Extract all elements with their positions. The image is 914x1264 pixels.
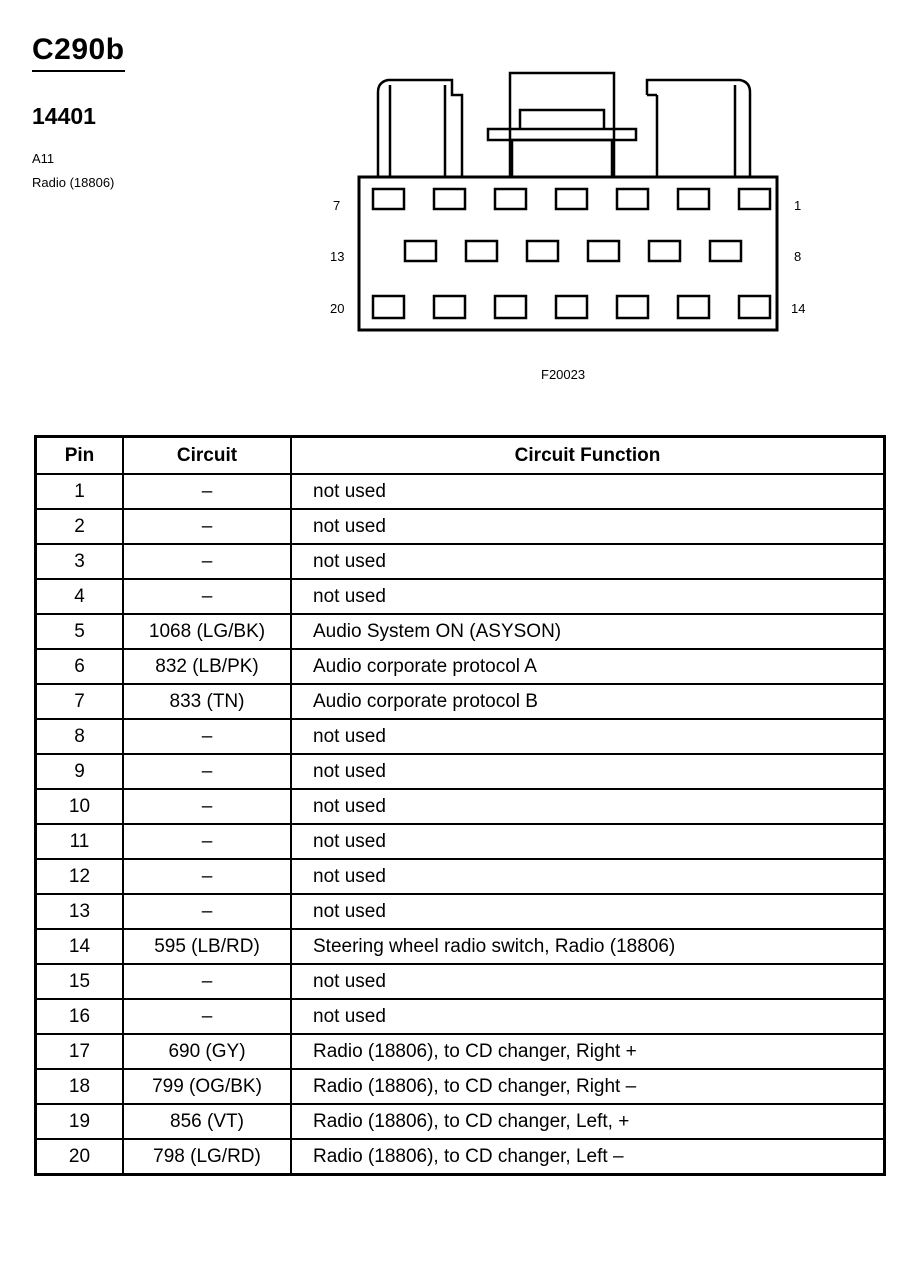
pin-label-row2-right: 8 [794,249,802,264]
circuit-cell: 799 (OG/BK) [123,1069,291,1104]
pin-cell: 3 [36,544,124,579]
function-cell: Radio (18806), to CD changer, Right – [291,1069,885,1104]
function-cell: not used [291,474,885,509]
table-row [36,894,885,929]
circuit-cell: 833 (TN) [123,684,291,719]
pin-cell: 13 [36,894,124,929]
table-row [36,1034,885,1069]
circuit-cell: – [123,789,291,824]
pin-table [34,435,886,1176]
component-name: Radio (18806) [32,175,115,190]
pin-cell: 5 [36,614,124,649]
table-row [36,1104,885,1139]
pin-cell: 8 [36,719,124,754]
connector-face-diagram [350,65,790,340]
pin-label-row3-right: 14 [791,301,806,316]
circuit-cell: 595 (LB/RD) [123,929,291,964]
part-number: 14401 [32,103,96,129]
pin-label-row1-right: 1 [794,198,802,213]
circuit-cell: – [123,824,291,859]
pin-cell: 7 [36,684,124,719]
table-row [36,859,885,894]
connector-id: C290b [32,33,125,72]
table-row [36,929,885,964]
function-cell: not used [291,999,885,1034]
circuit-cell: 798 (LG/RD) [123,1139,291,1175]
header-circuit: Circuit [123,437,291,475]
component-ref: A11 [32,151,55,166]
table-row [36,754,885,789]
table-row [36,789,885,824]
pin-cell: 16 [36,999,124,1034]
function-cell: not used [291,579,885,614]
pin-cavities [373,189,770,318]
function-cell: not used [291,964,885,999]
function-cell: Steering wheel radio switch, Radio (18806) [291,929,885,964]
function-cell: not used [291,509,885,544]
function-cell: not used [291,789,885,824]
table-row [36,579,885,614]
pin-cell: 15 [36,964,124,999]
circuit-cell: 1068 (LG/BK) [123,614,291,649]
circuit-cell: – [123,964,291,999]
figure-id: F20023 [541,367,586,382]
pin-cell: 9 [36,754,124,789]
function-cell: not used [291,754,885,789]
circuit-cell: 690 (GY) [123,1034,291,1069]
pin-cell: 11 [36,824,124,859]
table-row [36,719,885,754]
function-cell: not used [291,859,885,894]
function-cell: Audio System ON (ASYSON) [291,614,885,649]
pin-cell: 12 [36,859,124,894]
circuit-cell: – [123,474,291,509]
table-row [36,964,885,999]
pin-cell: 20 [36,1139,124,1175]
circuit-cell: – [123,719,291,754]
table-header-row [36,437,885,475]
table-row [36,649,885,684]
circuit-cell: – [123,894,291,929]
pin-label-row1-left: 7 [333,198,341,213]
function-cell: Radio (18806), to CD changer, Left, + [291,1104,885,1139]
table-row [36,509,885,544]
pin-cell: 19 [36,1104,124,1139]
header-pin: Pin [36,437,124,475]
function-cell: not used [291,824,885,859]
table-row [36,544,885,579]
circuit-cell: 856 (VT) [123,1104,291,1139]
table-row [36,824,885,859]
circuit-cell: – [123,999,291,1034]
circuit-cell: – [123,754,291,789]
circuit-cell: – [123,859,291,894]
table-row [36,999,885,1034]
header-circuit-function: Circuit Function [291,437,885,475]
function-cell: not used [291,544,885,579]
function-cell: Radio (18806), to CD changer, Right + [291,1034,885,1069]
pin-cell: 18 [36,1069,124,1104]
pin-cell: 10 [36,789,124,824]
function-cell: Audio corporate protocol A [291,649,885,684]
pin-cell: 1 [36,474,124,509]
circuit-cell: 832 (LB/PK) [123,649,291,684]
table-row [36,614,885,649]
table-row [36,1069,885,1104]
function-cell: not used [291,894,885,929]
pin-cell: 6 [36,649,124,684]
pin-cell: 2 [36,509,124,544]
table-row [36,474,885,509]
pin-cell: 4 [36,579,124,614]
pin-cell: 17 [36,1034,124,1069]
table-row [36,684,885,719]
table-row [36,1139,885,1175]
function-cell: not used [291,719,885,754]
function-cell: Audio corporate protocol B [291,684,885,719]
pin-label-row3-left: 20 [330,301,345,316]
circuit-cell: – [123,579,291,614]
circuit-cell: – [123,509,291,544]
pin-label-row2-left: 13 [330,249,345,264]
circuit-cell: – [123,544,291,579]
function-cell: Radio (18806), to CD changer, Left – [291,1139,885,1175]
pin-cell: 14 [36,929,124,964]
